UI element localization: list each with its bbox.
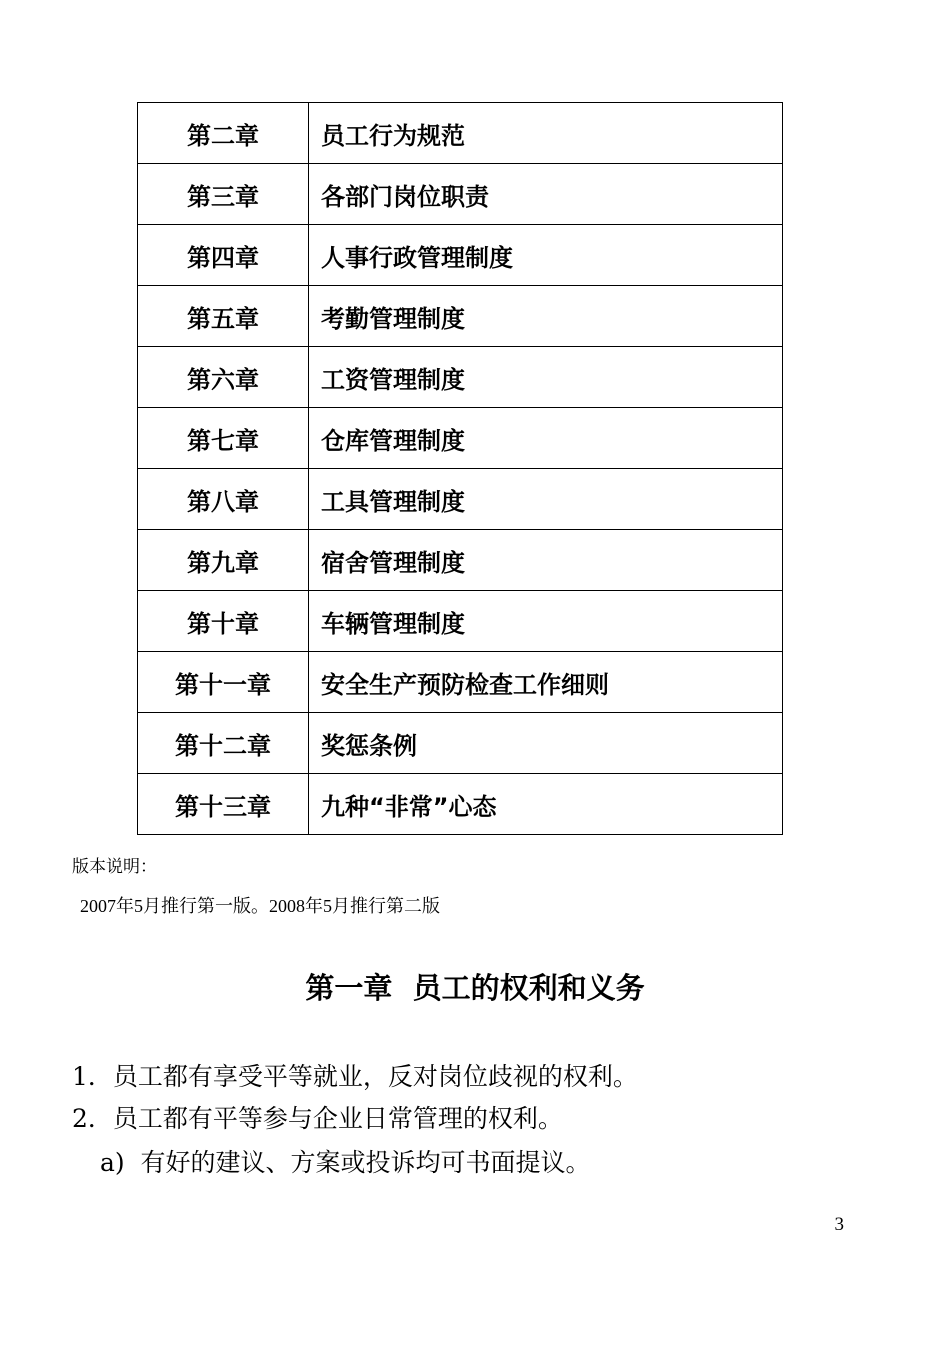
chapter-title-cell: 员工行为规范 [309,103,783,164]
chapter-table [137,102,783,835]
chapter-title-cell: 奖惩条例 [309,713,783,774]
chapter-heading: 第一章 员工的权利和义务 [305,971,645,1005]
chapter-number: 第六章 [138,347,309,408]
list-subitem: a) 有好的建议、方案或投诉均可书面提议。 [100,1148,591,1177]
chapter-number: 第五章 [138,286,309,347]
chapter-number: 第四章 [138,225,309,286]
table-row [138,408,783,469]
chapter-title-cell: 考勤管理制度 [309,286,783,347]
chapter-title-cell: 人事行政管理制度 [309,225,783,286]
table-row [138,774,783,835]
chapter-title-cell: 安全生产预防检查工作细则 [309,652,783,713]
table-row [138,713,783,774]
chapter-number: 第十二章 [138,713,309,774]
chapter-title-cell: 宿舍管理制度 [309,530,783,591]
chapter-title-cell: 车辆管理制度 [309,591,783,652]
version-note-text: 2007年5月推行第一版。2008年5月推行第二版 [80,896,440,916]
table-row [138,103,783,164]
table-row [138,347,783,408]
chapter-number: 第七章 [138,408,309,469]
chapter-number: 第二章 [138,103,309,164]
table-row [138,530,783,591]
table-row [138,164,783,225]
chapter-number: 第十一章 [138,652,309,713]
list-item: 1．员工都有享受平等就业，反对岗位歧视的权利。 [72,1062,638,1091]
table-row [138,652,783,713]
table-row [138,591,783,652]
chapter-number: 第八章 [138,469,309,530]
chapter-number: 第九章 [138,530,309,591]
table-row [138,286,783,347]
table-row [138,225,783,286]
chapter-number: 第三章 [138,164,309,225]
chapter-title-cell: 工具管理制度 [309,469,783,530]
chapter-number: 第十三章 [138,774,309,835]
chapter-number: 第十章 [138,591,309,652]
chapter-title-cell: 工资管理制度 [309,347,783,408]
page-number: 3 [834,1214,844,1235]
chapter-title-cell: 九种“非常”心态 [309,774,783,835]
chapter-title-cell: 仓库管理制度 [309,408,783,469]
version-note-label: 版本说明： [72,857,157,877]
table-row [138,469,783,530]
chapter-title-cell: 各部门岗位职责 [309,164,783,225]
list-item: 2．员工都有平等参与企业日常管理的权利。 [72,1104,563,1133]
